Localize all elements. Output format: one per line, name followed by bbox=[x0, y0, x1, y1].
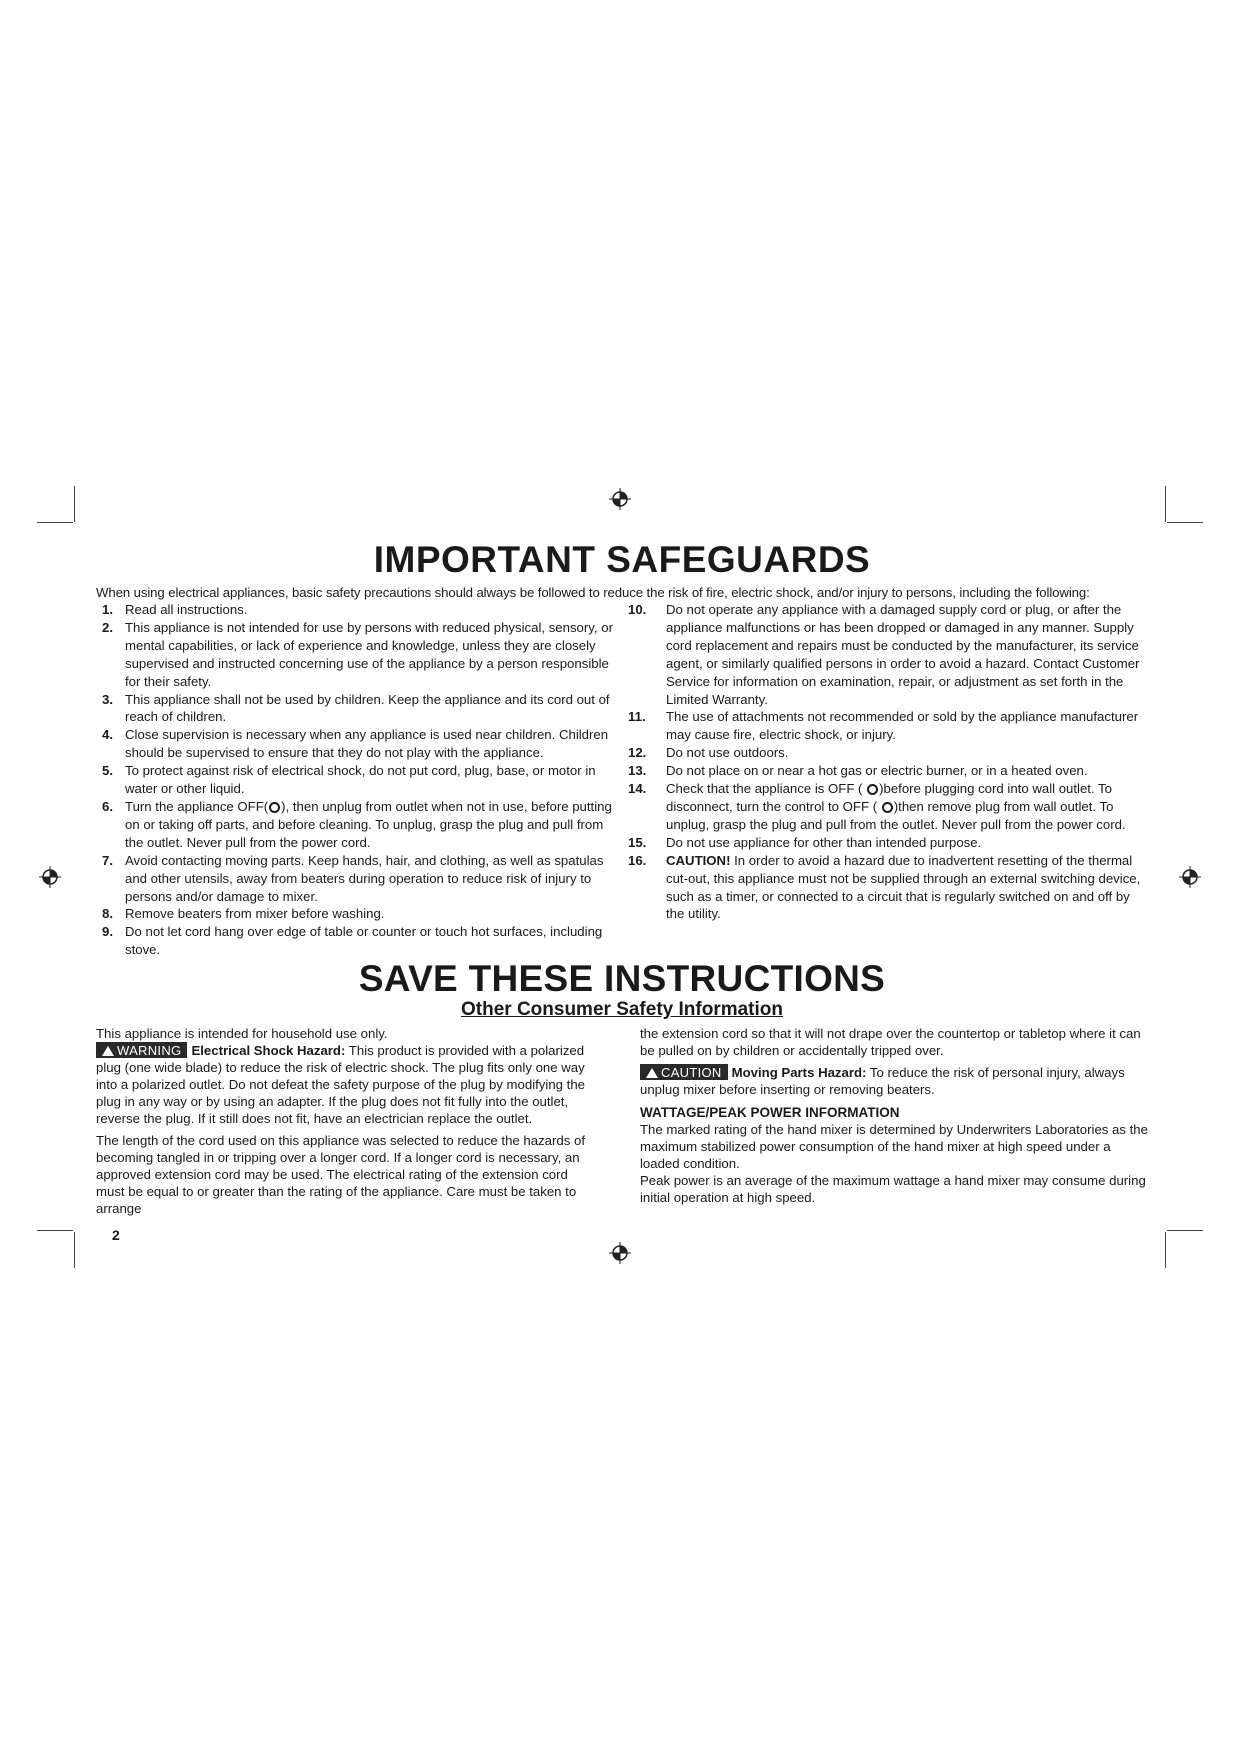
list-item: 12. Do not use outdoors. bbox=[628, 745, 789, 761]
list-item: 16. CAUTION! In order to avoid a hazard due to inadvertent resetting of the thermal cut-out, this appliance must not be supplied through an external switching device, such as a timer, or connected to a circuit that is regularly switched on and off by the utility. bbox=[628, 852, 1141, 922]
registration-mark-icon bbox=[609, 1242, 631, 1264]
warning-triangle-icon bbox=[102, 1046, 114, 1056]
power-off-icon bbox=[882, 802, 893, 813]
left-column bbox=[96, 601, 616, 959]
caution-badge: CAUTION bbox=[640, 1064, 728, 1080]
page-title: IMPORTANT SAFEGUARDS bbox=[373, 539, 871, 580]
other-safety-heading: Other Consumer Safety Information bbox=[461, 999, 783, 1021]
crop-mark bbox=[74, 486, 75, 522]
crop-mark bbox=[37, 1230, 73, 1231]
peak-power-text: Peak power is an average of the maximum wattage a hand mixer may consume during initial operation at high speed. bbox=[640, 1173, 1146, 1206]
crop-mark bbox=[1165, 486, 1166, 522]
list-item: 4. Close supervision is necessary when any appliance is used near children. Children should be supervised to ensure that they do not play with the appliance. bbox=[102, 727, 609, 761]
crop-mark bbox=[74, 1232, 75, 1268]
cord-continuation: the extension cord so that it will not drape over the countertop or tabletop where it can be pulled on by children or accidentally tripped over. bbox=[640, 1026, 1141, 1059]
intro-text: When using electrical appliances, basic safety precautions should always be followed to reduce the risk of fire, electric shock, and/or injury to persons, including the following: bbox=[96, 585, 1090, 600]
list-item: 7. Avoid contacting moving parts. Keep hands, hair, and clothing, as well as spatulas and other utensils, away from beaters during operation to reduce risk of injury to persons and/or damage to mixer. bbox=[102, 852, 604, 904]
list-item: 13. Do not place on or near a hot gas or electric burner, or in a heated oven. bbox=[628, 763, 1088, 779]
list-item: 8. Remove beaters from mixer before washing. bbox=[102, 906, 385, 922]
household-use-text: This appliance is intended for household use only. bbox=[96, 1026, 388, 1042]
list-item: 11. The use of attachments not recommended or sold by the appliance manufacturer may cause fire, electric shock, or injury. bbox=[628, 709, 1139, 743]
power-off-icon bbox=[269, 802, 280, 813]
registration-mark-icon bbox=[609, 488, 631, 510]
list-item: 2. This appliance is not intended for use by persons with reduced physical, sensory, or mental capabilities, or lack of experience and knowledge, unless they are closely supervised and instructed concerning use of the appliance by a person responsible for their safety. bbox=[102, 619, 613, 689]
list-item: 9. Do not let cord hang over edge of table or counter or touch hot surfaces, including stove. bbox=[102, 924, 603, 958]
list-item: 1. Read all instructions. bbox=[102, 602, 248, 617]
wattage-text: The marked rating of the hand mixer is determined by Underwriters Laboratories as the maximum stabilized power consumption of the hand mixer at high speed under a loaded condition. bbox=[640, 1122, 1148, 1172]
warning-paragraph: WARNING Electrical Shock Hazard: This product is provided with a polarized plug (one wide blade) to reduce the risk of electric shock. The plug fits only one way into a polarized outlet. Do not defeat the safety purpose of the plug by modifying the plug in any way or by using an adapter. If the plug does not fit fully into the outlet, reverse the plug. If it still does not fit, have an electrician replace the outlet. bbox=[96, 1043, 585, 1127]
caution-paragraph: CAUTION Moving Parts Hazard: To reduce the risk of personal injury, always unplug mixer before inserting or removing beaters. bbox=[640, 1065, 1125, 1098]
cord-paragraph: The length of the cord used on this appliance was selected to reduce the hazards of becoming tangled in or tripping over a longer cord. If a longer cord is necessary, an approved extension cord may be used. The electrical rating of the extension cord must be equal to or greater than the rating of the appliance. Care must be taken to arrange bbox=[96, 1133, 585, 1217]
list-item: 15. Do not use appliance for other than intended purpose. bbox=[628, 834, 982, 850]
warning-triangle-icon bbox=[646, 1068, 658, 1078]
list-item: 5. To protect against risk of electrical shock, do not put cord, plug, base, or motor in water or other liquid. bbox=[102, 763, 596, 797]
list-item: 14. Check that the appliance is OFF ( )before plugging cord into wall outlet. To disconnect, turn the control to OFF ( )then remove plug from wall outlet. To unplug, grasp the plug and pull from the outlet. Never pull from the power cord. bbox=[628, 781, 1126, 832]
crop-mark bbox=[37, 522, 73, 523]
safeguards-columns bbox=[96, 601, 1148, 959]
other-info-left bbox=[96, 1025, 600, 1243]
other-info-right bbox=[640, 1025, 1148, 1243]
list-item: 10. Do not operate any appliance with a damaged supply cord or plug, or after the appliance malfunctions or has been dropped or damaged in any manner. Supply cord replacement and repairs must be conducted by the manufacturer, its service agent, or similarly qualified persons in order to avoid a hazard. Contact Customer Service for information on examination, repair, or adjustment as set forth in the Limited Warranty. bbox=[628, 602, 1140, 707]
registration-mark-icon bbox=[1179, 866, 1201, 888]
safeguards-list-right bbox=[628, 601, 1148, 923]
list-item: 6. Turn the appliance OFF( ), then unplug from outlet when not in use, before putting on or taking off parts, and before cleaning. To unplug, grasp the plug and pull from the outlet. Never pull from the power cord. bbox=[102, 798, 612, 850]
safeguards-list-left bbox=[96, 601, 616, 959]
manual-page bbox=[96, 538, 1148, 1243]
save-instructions-heading: SAVE THESE INSTRUCTIONS bbox=[358, 958, 886, 1000]
crop-mark bbox=[1167, 522, 1203, 523]
page-number: 2 bbox=[112, 1227, 120, 1244]
crop-mark bbox=[1165, 1232, 1166, 1268]
list-item: 3. This appliance shall not be used by children. Keep the appliance and its cord out of reach of children. bbox=[102, 691, 610, 725]
warning-badge: WARNING bbox=[96, 1042, 187, 1058]
registration-mark-icon bbox=[39, 866, 61, 888]
crop-mark bbox=[1167, 1230, 1203, 1231]
wattage-heading: WATTAGE/PEAK POWER INFORMATION bbox=[640, 1105, 900, 1121]
power-off-icon bbox=[867, 784, 878, 795]
right-column bbox=[628, 601, 1148, 959]
other-info-columns bbox=[96, 1025, 1148, 1243]
